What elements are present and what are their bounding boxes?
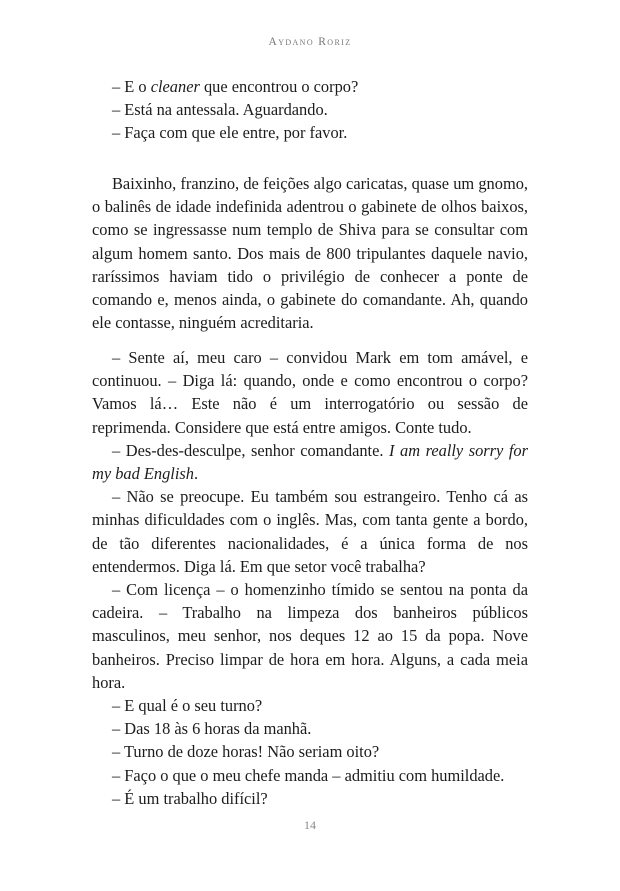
running-header: Aydano Roriz [268,36,352,48]
dialogue-line: – Turno de doze horas! Não seriam oito? [112,742,380,762]
dialogue-line [92,75,528,98]
narrative-paragraph-block [92,172,528,334]
dialogue-line: – É um trabalho difícil? [112,788,268,808]
line-text: que encontrou o corpo? [199,77,359,96]
line-text: – Des-des-desculpe, senhor comandante. [112,440,390,460]
dialogue-line: – Não se preocupe. Eu também sou estrangeiro. Tenho cá as minhas dificuldades com o inglês. Mas, com tanta gente a bordo, de tão diferentes nacionalidades, é a única forma de nos entendermos. Diga lá. Em que setor você trabalha? [92,487,528,576]
italic-word: cleaner [150,77,200,96]
line-text: . [193,464,199,484]
dialogue-line: – E qual é o seu turno? [112,696,263,716]
page-number: 14 [304,818,316,832]
dialogue-line [92,439,528,485]
dialogue-block-1 [92,75,528,145]
dialogue-line: – Sente aí, meu caro – convidou Mark em tom amável, e continuou. – Diga lá: quando, onde e como encontrou o corpo? Vamos lá… Este não é um interrogatório ou sessão de reprimenda. Considere que está entre amigos. Conte tudo. [92,348,528,437]
dialogue-block-2 [92,346,528,810]
dialogue-line: – Das 18 às 6 horas da manhã. [112,719,312,739]
dialogue-line: – Está na antessala. Aguardando. [112,100,328,120]
italic-phrase: I am really sorry for my bad English [92,440,528,484]
dialogue-line: – Faço o que o meu chefe manda – admitiu com humildade. [112,765,505,785]
dialogue-line: – Faça com que ele entre, por favor. [112,123,348,143]
narrative-paragraph: Baixinho, franzino, de feições algo caricatas, quase um gnomo, o balinês de idade indefinida adentrou o gabinete de olhos baixos, como se ingressasse num templo de Shiva para se consultar com algum homem santo. Dos mais de 800 tripulantes daquele navio, raríssimos haviam tido o privilégio de conhecer a ponte de comando e, menos ainda, o gabinete do comandante. Ah, quando ele contasse, ninguém acreditaria. [92,174,528,333]
line-text: – E o [112,77,151,96]
dialogue-line: – Com licença – o homenzinho tímido se sentou na ponta da cadeira. – Trabalho na limpeza dos banheiros públicos masculinos, meu senhor, nos deques 12 ao 15 da popa. Nove banheiros. Preciso limpar de hora em hora. Alguns, a cada meia hora. [92,580,528,692]
